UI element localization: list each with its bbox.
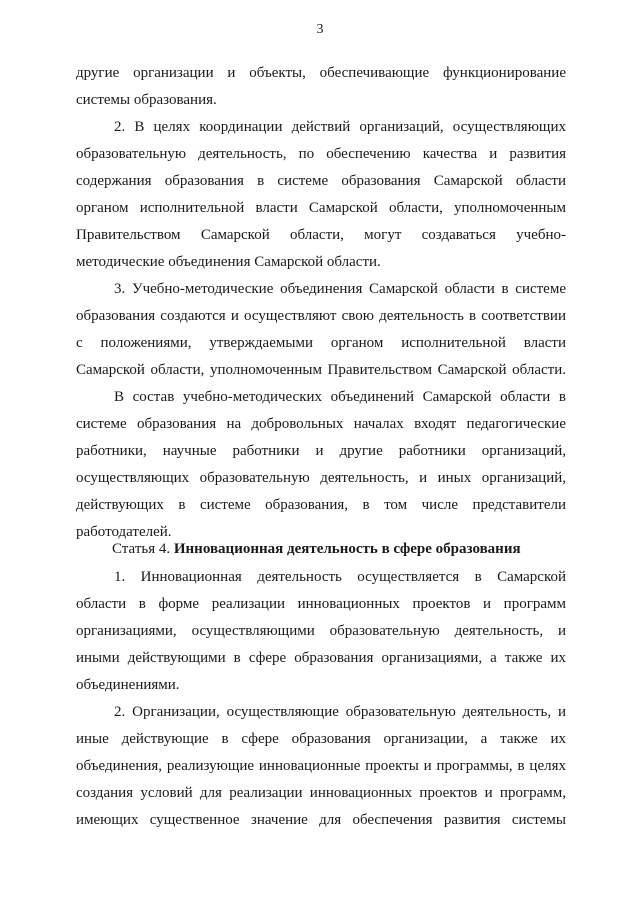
text-line: образовательную деятельность, по обеспечению качества и развития xyxy=(76,146,566,162)
text-line: содержания образования в системе образования Самарской области xyxy=(76,173,566,189)
text-line: с положениями, утверждаемыми органом исполнительной власти xyxy=(76,335,566,351)
text-line: объединениями. xyxy=(76,677,180,693)
article-heading xyxy=(112,540,521,559)
text-line: системе образования на добровольных началах входят педагогические xyxy=(76,416,566,432)
page-number: 3 xyxy=(316,22,324,37)
text-line: организациями, осуществляющими образовательную деятельность, и xyxy=(76,623,566,639)
text-line: работники, научные работники и другие работники организаций, xyxy=(76,443,566,459)
text-line: создания условий для реализации инновационных проектов и программ, xyxy=(76,785,566,801)
article-title: Инновационная деятельность в сфере образования xyxy=(173,541,521,557)
text-line: осуществляющих образовательную деятельность, и иных организаций, xyxy=(76,470,566,486)
text-line: имеющих существенное значение для обеспечения развития системы xyxy=(76,812,566,828)
article-prefix: Статья 4. xyxy=(112,541,171,557)
text-line: В состав учебно-методических объединений Самарской области в xyxy=(114,389,566,405)
text-line: 3. Учебно-методические объединения Самарской области в системе xyxy=(114,281,566,297)
text-line: 2. В целях координации действий организаций, осуществляющих xyxy=(114,119,566,135)
text-line: иными действующими в сфере образования организациями, а также их xyxy=(76,650,566,666)
text-line: 2. Организации, осуществляющие образовательную деятельность, и xyxy=(114,704,566,720)
text-line: другие организации и объекты, обеспечивающие функционирование xyxy=(76,65,566,81)
text-line: органом исполнительной власти Самарской области, уполномоченным xyxy=(76,200,566,216)
text-line: действующих в системе образования, в том числе представители xyxy=(76,497,566,513)
text-line: Правительством Самарской области, могут создаваться учебно- xyxy=(76,227,566,243)
text-line: системы образования. xyxy=(76,92,217,108)
text-line: области в форме реализации инновационных проектов и программ xyxy=(76,596,566,612)
text-line: работодателей. xyxy=(76,524,172,540)
text-line: методические объединения Самарской области. xyxy=(76,254,381,270)
text-line: 1. Инновационная деятельность осуществляется в Самарской xyxy=(114,569,566,585)
text-line: объединения, реализующие инновационные проекты и программы, в целях xyxy=(76,758,566,774)
text-line: образования создаются и осуществляют свою деятельность в соответствии xyxy=(76,308,566,324)
text-line: иные действующие в сфере образования организации, а также их xyxy=(76,731,566,747)
text-line: Самарской области, уполномоченным Правительством Самарской области. xyxy=(76,362,566,378)
